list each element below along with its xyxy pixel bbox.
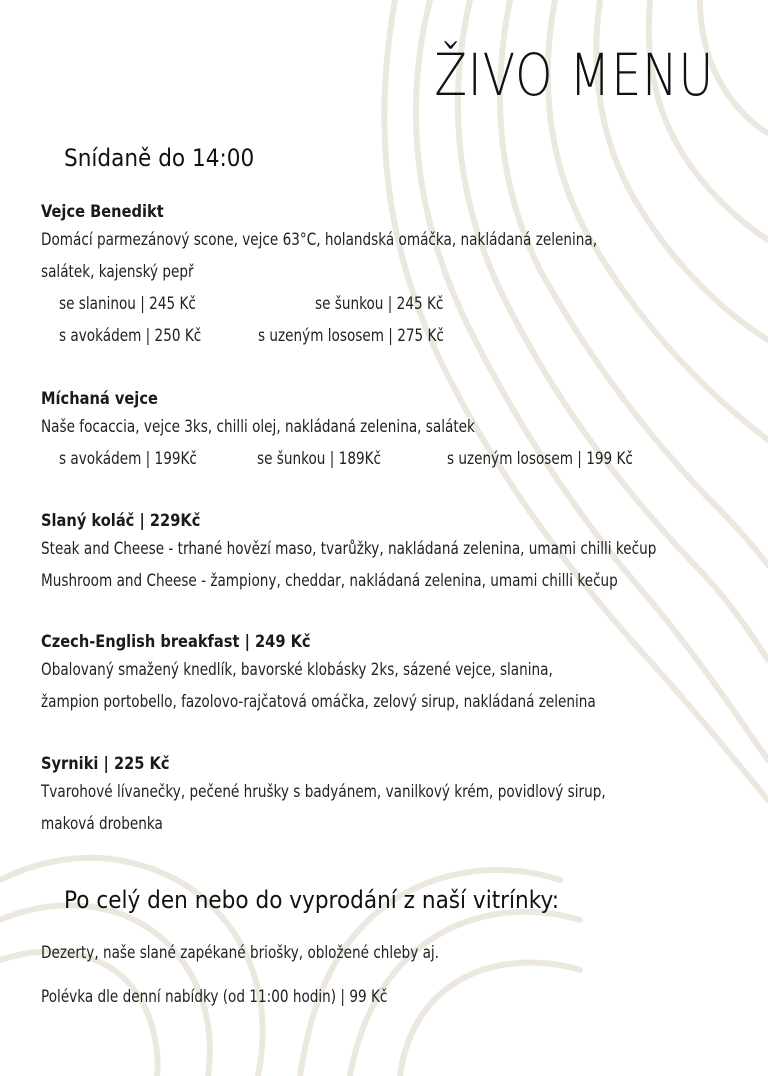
menu-item-vejce-benedikt xyxy=(41,200,731,352)
item-option: s avokádem | 250 Kč xyxy=(59,326,202,346)
item-description: maková drobenka xyxy=(41,814,163,834)
item-option: se šunkou | 189Kč xyxy=(257,449,382,469)
menu-item-czech-english-breakfast xyxy=(41,630,731,718)
item-option: s uzeným lososem | 199 Kč xyxy=(447,449,633,469)
item-description: Tvarohové lívanečky, pečené hrušky s badyánem, vanilkový krém, povidlový sirup, xyxy=(41,782,606,802)
item-option: s avokádem | 199Kč xyxy=(59,449,197,469)
item-option: se šunkou | 245 Kč xyxy=(315,294,444,314)
menu-title: ŽIVO MENU xyxy=(434,41,714,109)
item-description: salátek, kajenský pepř xyxy=(41,262,194,282)
item-description: Steak and Cheese - trhané hovězí maso, tvarůžky, nakládaná zelenina, umami chilli kečup xyxy=(41,539,657,559)
item-options xyxy=(41,288,731,320)
breakfast-heading: Snídaně do 14:00 xyxy=(64,144,255,172)
menu-item-michana-vejce xyxy=(41,387,731,475)
all-day-heading: Po celý den nebo do vyprodání z naší vitrínky: xyxy=(64,886,559,914)
item-name: Czech-English breakfast | 249 Kč xyxy=(41,632,311,652)
item-option: s uzeným lososem | 275 Kč xyxy=(258,326,444,346)
item-description: Mushroom and Cheese - žampiony, cheddar, nakládaná zelenina, umami chilli kečup xyxy=(41,571,618,591)
item-description: Domácí parmezánový scone, vejce 63°C, holandská omáčka, nakládaná zelenina, xyxy=(41,230,598,250)
item-options xyxy=(41,443,731,475)
item-name: Slaný koláč | 229Kč xyxy=(41,511,201,531)
all-day-line: Dezerty, naše slané zapékané briošky, obložené chleby aj. xyxy=(41,943,439,963)
all-day-line: Polévka dle denní nabídky (od 11:00 hodin) | 99 Kč xyxy=(41,987,388,1007)
item-name: Vejce Benedikt xyxy=(41,202,164,222)
item-description: Obalovaný smažený knedlík, bavorské klobásky 2ks, sázené vejce, slanina, xyxy=(41,660,553,680)
item-description: Naše focaccia, vejce 3ks, chilli olej, nakládaná zelenina, salátek xyxy=(41,417,475,437)
menu-item-syrniki xyxy=(41,752,731,840)
item-name: Syrniki | 225 Kč xyxy=(41,754,170,774)
menu-item-slany-kolac xyxy=(41,509,731,597)
item-name: Míchaná vejce xyxy=(41,389,158,409)
item-option: se slaninou | 245 Kč xyxy=(59,294,196,314)
item-description: žampion portobello, fazolovo-rajčatová omáčka, zelový sirup, nakládaná zelenina xyxy=(41,692,596,712)
item-options xyxy=(41,320,731,352)
